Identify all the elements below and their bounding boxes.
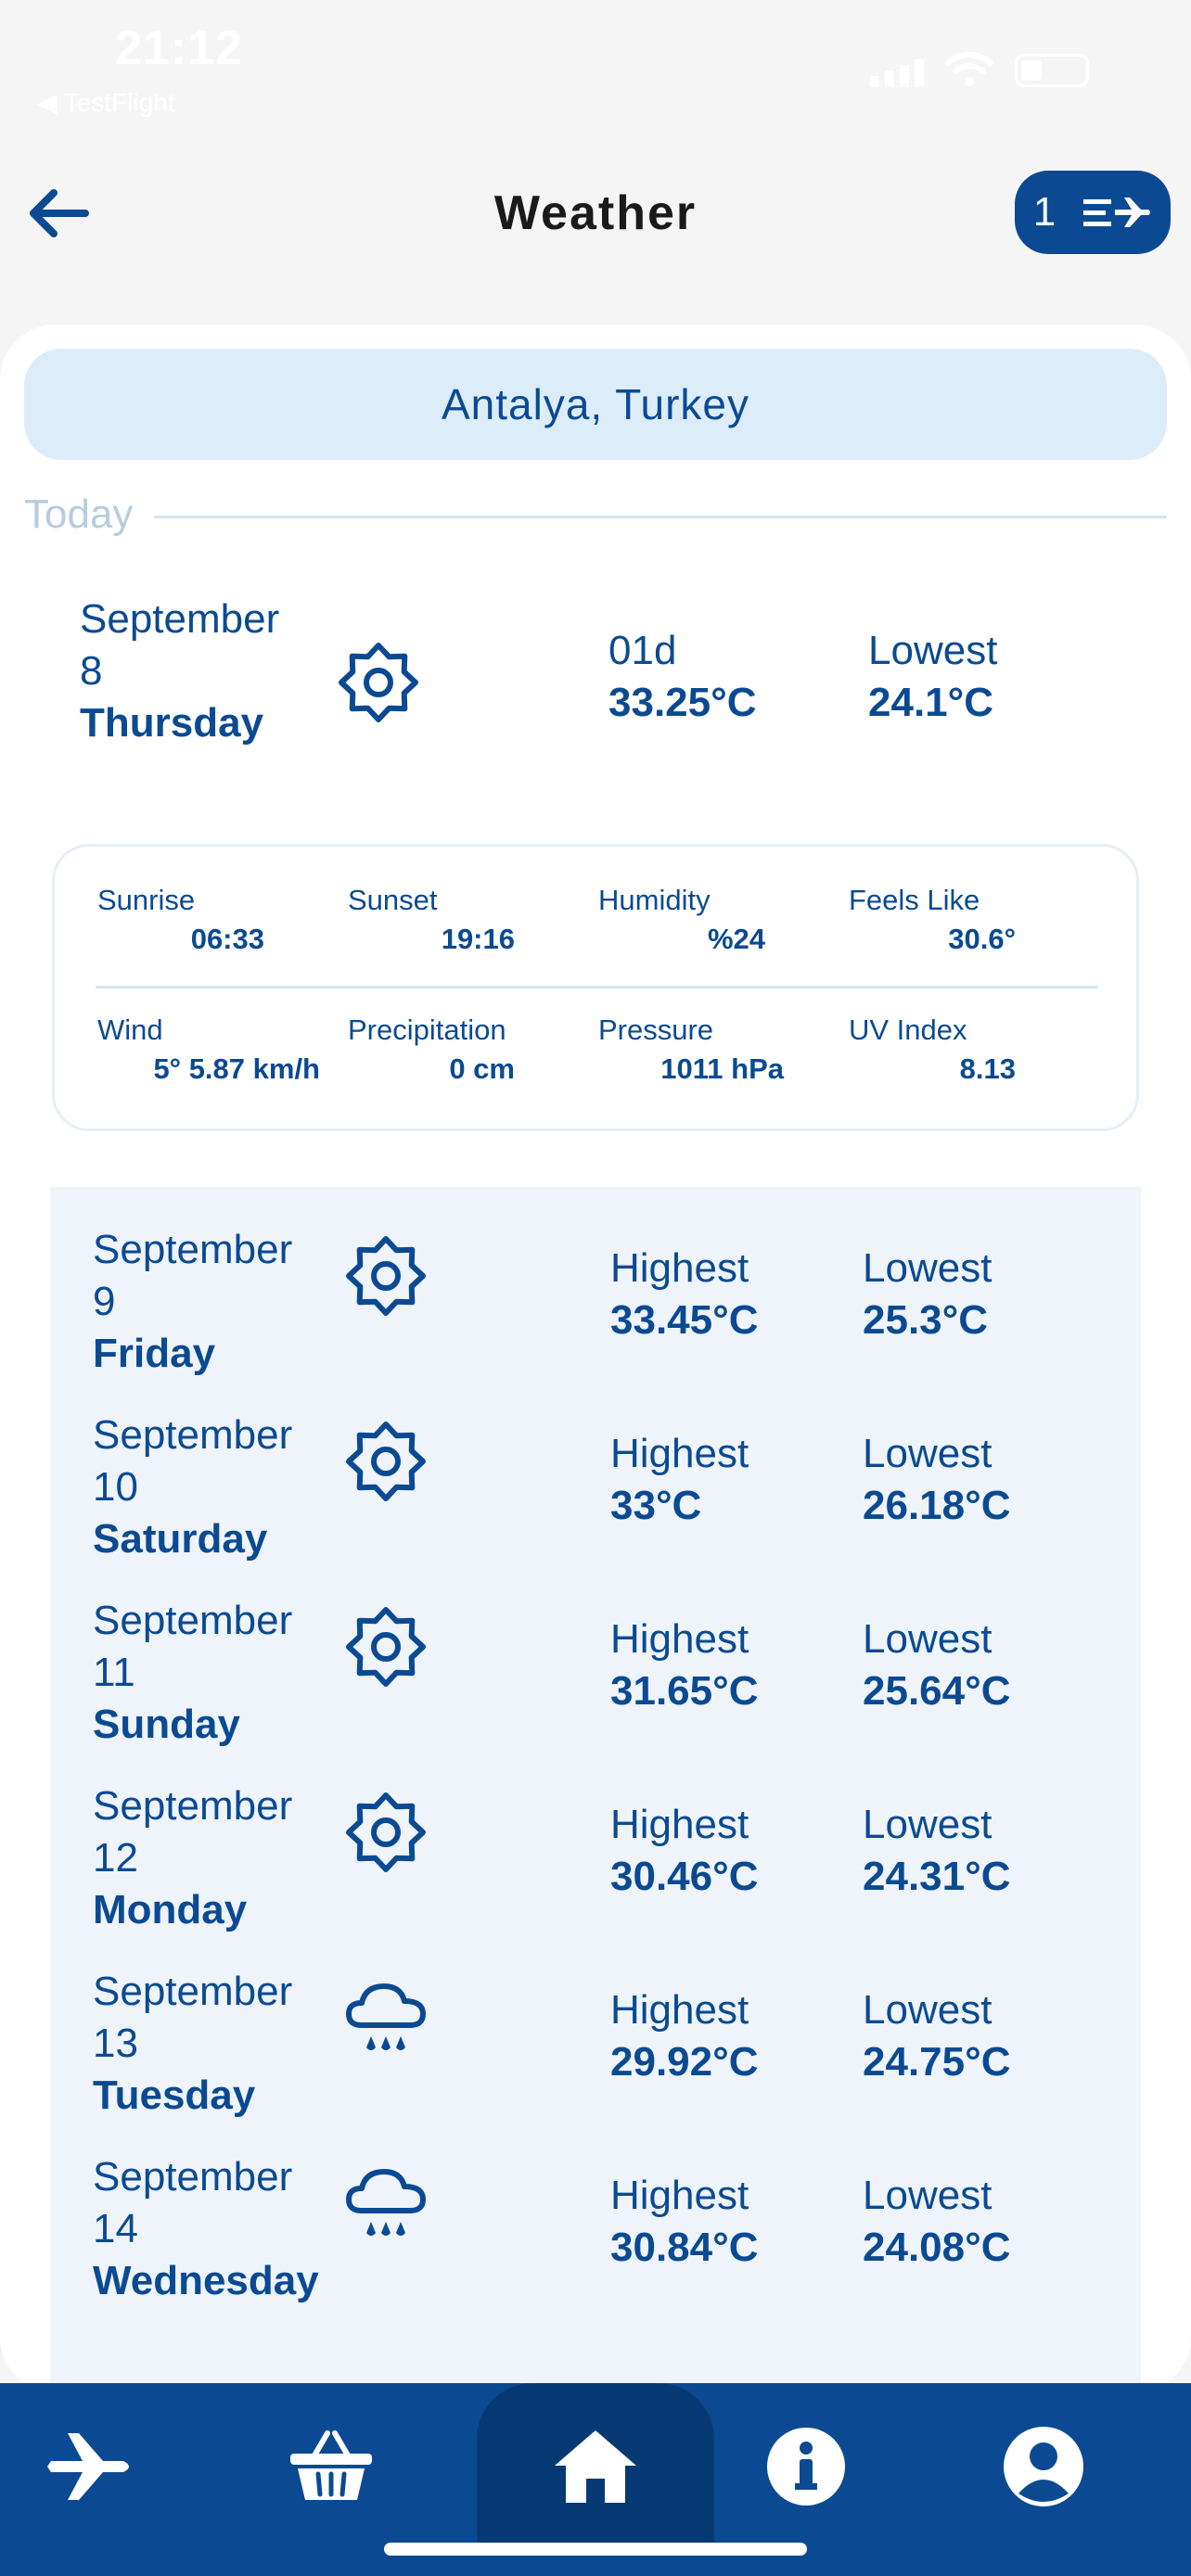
- sun-icon: [334, 638, 423, 727]
- detail-label: Wind: [97, 1014, 163, 1046]
- sun-icon: [341, 1231, 430, 1320]
- detail-value: 06:33: [190, 923, 264, 955]
- high-label: Highest: [610, 1802, 749, 1847]
- airplane-icon: [47, 2429, 136, 2504]
- detail-label: Precipitation: [348, 1014, 506, 1046]
- flight-list-icon: [1083, 194, 1152, 231]
- weather-details: [52, 844, 1139, 1131]
- detail-label: Pressure: [598, 1014, 714, 1046]
- detail-label: Sunrise: [97, 884, 196, 916]
- status-time: 21:12: [115, 21, 243, 75]
- rain-icon: [341, 2159, 430, 2248]
- tab-profile[interactable]: [983, 2411, 1104, 2522]
- forecast-month: September: [93, 1969, 293, 2014]
- forecast-day-number: 12: [93, 1835, 138, 1881]
- today-temp-value: 33.25°C: [608, 680, 757, 725]
- high-value: 33.45°C: [610, 1297, 759, 1343]
- battery-icon: [1015, 54, 1089, 87]
- location-title: Antalya, Turkey: [24, 349, 1167, 460]
- today-temperature: [608, 625, 756, 729]
- forecast-row: [50, 1409, 1141, 1595]
- forecast-day-number: 14: [93, 2206, 138, 2251]
- forecast-row: [50, 2151, 1141, 2337]
- forecast-row: [50, 1224, 1141, 1409]
- page-title: Weather: [493, 186, 698, 240]
- high-value: 29.92°C: [610, 2039, 759, 2085]
- detail-humidity: [598, 884, 830, 956]
- forecast-row: [50, 1966, 1141, 2151]
- tab-flights[interactable]: [32, 2411, 152, 2522]
- forecast-list[interactable]: [50, 1187, 1141, 2392]
- low-value: 25.3°C: [863, 1297, 989, 1343]
- low-label: Lowest: [863, 1616, 992, 1662]
- divider: [154, 516, 1167, 518]
- forecast-day-number: 13: [93, 2021, 138, 2066]
- forecast-highest: [610, 1243, 758, 1346]
- detail-value: 8.13: [959, 1052, 1016, 1085]
- forecast-lowest: [863, 1243, 992, 1346]
- today-low-value: 24.1°C: [868, 680, 994, 725]
- detail-label: UV Index: [849, 1014, 967, 1046]
- forecast-lowest: [863, 1799, 1010, 1903]
- sun-icon: [341, 1602, 430, 1691]
- forecast-date: [93, 1409, 292, 1565]
- detail-sunrise: [97, 884, 329, 956]
- today-weekday: Thursday: [80, 700, 264, 746]
- high-label: Highest: [610, 1245, 749, 1291]
- home-indicator: [384, 2543, 807, 2556]
- high-value: 33°C: [610, 1483, 702, 1528]
- high-value: 30.84°C: [610, 2225, 759, 2270]
- today-date: [80, 593, 279, 749]
- user-icon: [1002, 2425, 1085, 2508]
- detail-value: 5° 5.87 km/h: [153, 1052, 320, 1085]
- status-icons: [870, 50, 1089, 87]
- tab-home[interactable]: [477, 2383, 714, 2548]
- forecast-weekday: Sunday: [93, 1702, 240, 1747]
- forecast-date: [93, 1780, 292, 1936]
- detail-value: 0 cm: [449, 1052, 515, 1085]
- forecast-date: [93, 1224, 292, 1380]
- forecast-weekday: Wednesday: [93, 2258, 319, 2303]
- low-value: 24.08°C: [863, 2225, 1011, 2270]
- status-bar: [0, 0, 1191, 130]
- high-label: Highest: [610, 1431, 749, 1476]
- detail-label: Feels Like: [849, 884, 980, 916]
- tab-info[interactable]: [746, 2411, 866, 2522]
- detail-value: 1011 hPa: [660, 1052, 784, 1085]
- detail-sunset: [348, 884, 580, 956]
- forecast-month: September: [93, 1598, 293, 1643]
- nav-bar: [0, 148, 1191, 278]
- home-icon: [553, 2427, 638, 2505]
- low-value: 24.75°C: [863, 2039, 1011, 2085]
- signal-icon: [870, 59, 924, 87]
- high-label: Highest: [610, 2173, 749, 2218]
- forecast-day-number: 10: [93, 1464, 138, 1510]
- forecast-highest: [610, 1613, 758, 1717]
- info-icon: [765, 2426, 847, 2507]
- forecast-weekday: Tuesday: [93, 2072, 256, 2118]
- forecast-lowest: [863, 2170, 1010, 2274]
- forecast-month: September: [93, 1783, 293, 1829]
- detail-feels-like: [849, 884, 1081, 956]
- today-day-number: 8: [80, 648, 103, 694]
- forecast-lowest: [863, 1613, 1010, 1717]
- today-label: Today: [24, 491, 134, 537]
- low-value: 26.18°C: [863, 1483, 1011, 1528]
- today-month: September: [80, 596, 280, 642]
- forecast-month: September: [93, 2154, 293, 2200]
- high-label: Highest: [610, 1987, 749, 2033]
- forecast-lowest: [863, 1984, 1010, 2088]
- today-summary: [0, 593, 1191, 760]
- low-value: 24.31°C: [863, 1854, 1011, 1899]
- forecast-weekday: Friday: [93, 1331, 216, 1376]
- high-value: 31.65°C: [610, 1668, 759, 1714]
- forecast-weekday: Saturday: [93, 1516, 268, 1562]
- forecast-highest: [610, 1984, 758, 2088]
- today-temp-label: 01d: [608, 628, 677, 673]
- forecast-weekday: Monday: [93, 1887, 248, 1932]
- forecast-row: [50, 1595, 1141, 1780]
- divider: [96, 986, 1097, 988]
- forecast-day-number: 9: [93, 1279, 116, 1324]
- forecast-date: [93, 2151, 319, 2307]
- sun-icon: [341, 1417, 430, 1506]
- detail-uv-index: [849, 1014, 1081, 1086]
- forecast-highest: [610, 2170, 758, 2274]
- low-label: Lowest: [863, 1431, 992, 1476]
- tab-basket[interactable]: [271, 2411, 391, 2522]
- rain-icon: [341, 1973, 430, 2062]
- forecast-highest: [610, 1799, 758, 1903]
- sun-icon: [341, 1788, 430, 1877]
- forecast-date: [93, 1966, 292, 2122]
- forecast-row: [50, 1780, 1141, 1966]
- basket-icon: [288, 2429, 374, 2504]
- detail-wind: [97, 1014, 329, 1086]
- forecast-month: September: [93, 1227, 293, 1272]
- detail-precipitation: [348, 1014, 580, 1086]
- detail-pressure: [598, 1014, 830, 1086]
- high-label: Highest: [610, 1616, 749, 1662]
- low-value: 25.64°C: [863, 1668, 1011, 1714]
- low-label: Lowest: [863, 2173, 992, 2218]
- wifi-icon: [944, 50, 994, 87]
- forecast-date: [93, 1595, 292, 1751]
- today-lowest: [868, 625, 997, 729]
- detail-label: Sunset: [348, 884, 438, 916]
- detail-value: 30.6°: [948, 923, 1016, 955]
- forecast-highest: [610, 1428, 749, 1532]
- forecast-lowest: [863, 1428, 1010, 1532]
- detail-label: Humidity: [598, 884, 711, 916]
- today-low-label: Lowest: [868, 628, 998, 673]
- weather-card[interactable]: [0, 325, 1191, 2392]
- forecast-month: September: [93, 1412, 293, 1458]
- cart-count: 1: [1032, 189, 1057, 235]
- low-label: Lowest: [863, 1802, 992, 1847]
- high-value: 30.46°C: [610, 1854, 759, 1899]
- detail-value: 19:16: [441, 923, 515, 955]
- forecast-day-number: 11: [93, 1650, 135, 1695]
- low-label: Lowest: [863, 1245, 992, 1291]
- flight-cart-button[interactable]: [1015, 171, 1171, 254]
- low-label: Lowest: [863, 1987, 992, 2033]
- detail-value: %24: [707, 923, 765, 955]
- back-to-app-link[interactable]: ◀ TestFlight: [37, 88, 175, 117]
